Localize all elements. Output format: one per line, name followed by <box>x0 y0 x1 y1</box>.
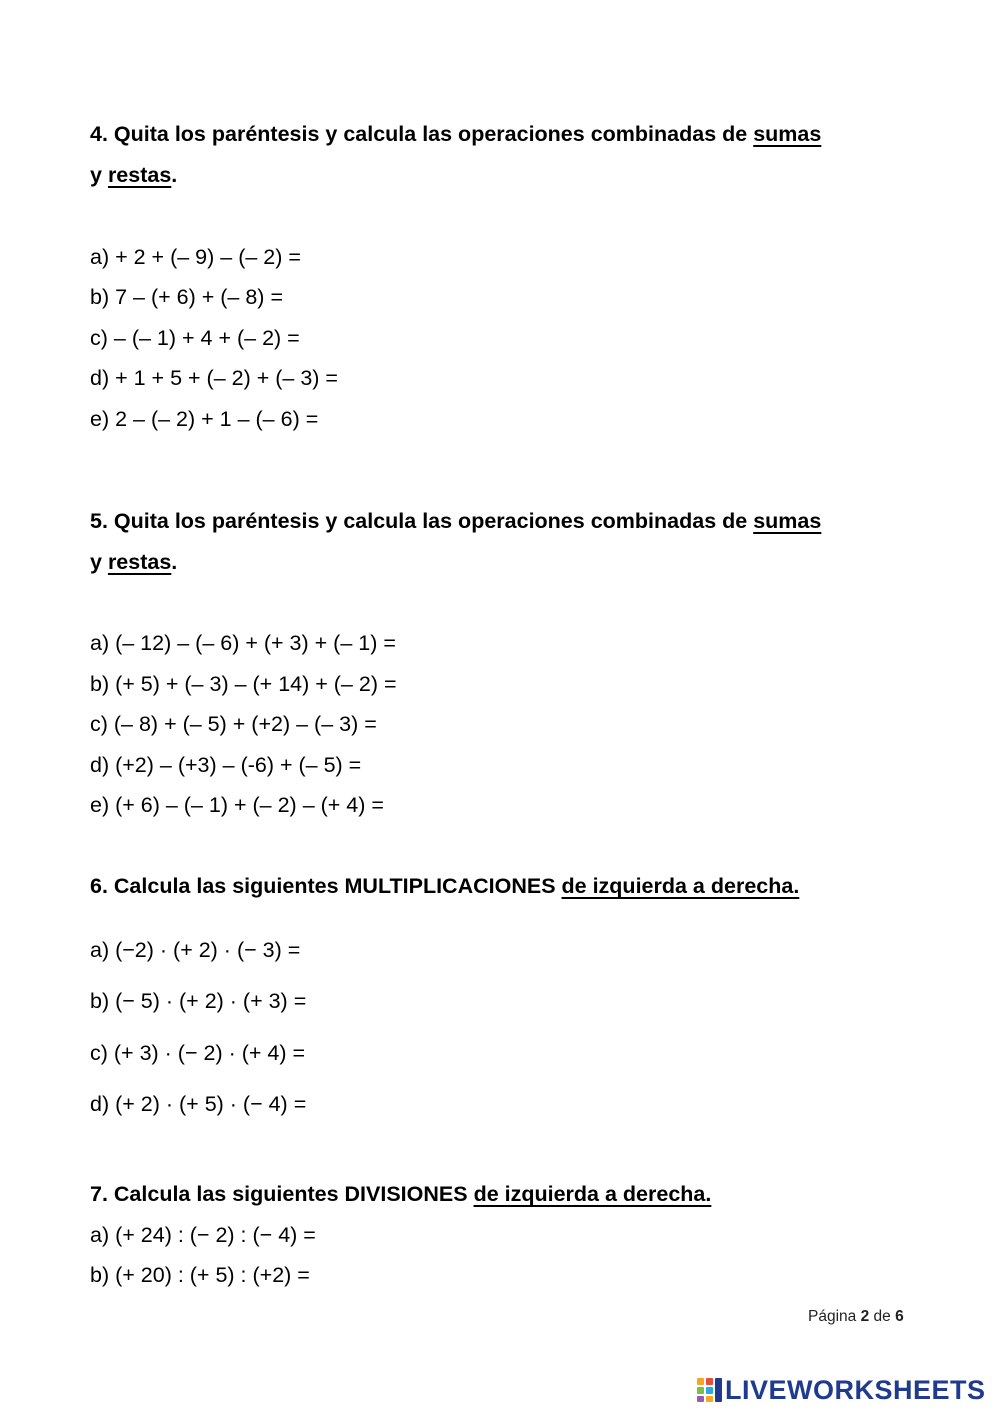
worksheet-logo-icon <box>697 1378 723 1402</box>
liveworksheets-logo <box>697 1374 986 1406</box>
q6-item-a: a) (−2) · (+ 2) · (− 3) = <box>90 938 301 962</box>
brand-name: LIVEWORKSHEETS <box>725 1375 986 1405</box>
q5-item-c: c) (– 8) + (– 5) + (+2) – (– 3) = <box>90 712 377 736</box>
q5-item-d: d) (+2) – (+3) – (-6) + (– 5) = <box>90 753 362 777</box>
q6-item-d: d) (+ 2) · (+ 5) · (− 4) = <box>90 1092 307 1116</box>
q5-dot: . <box>171 550 178 574</box>
q5-y: y <box>90 550 108 574</box>
q4-sumas: sumas <box>753 122 822 146</box>
q4-item-e: e) 2 – (– 2) + 1 – (– 6) = <box>90 407 319 431</box>
q5-item-b: b) (+ 5) + (– 3) – (+ 14) + (– 2) = <box>90 672 397 696</box>
page-of: de <box>873 1308 891 1325</box>
q5-heading-text: 5. Quita los paréntesis y calcula las operaciones combinadas de <box>90 509 754 533</box>
q4-item-b: b) 7 – (+ 6) + (– 8) = <box>90 285 283 309</box>
q7-item-b: b) (+ 20) : (+ 5) : (+2) = <box>90 1263 310 1287</box>
q5-heading <box>90 501 910 583</box>
q5-item-e: e) (+ 6) – (– 1) + (– 2) – (+ 4) = <box>90 793 384 817</box>
q4-item-c: c) – (– 1) + 4 + (– 2) = <box>90 326 300 350</box>
page-number <box>808 1308 904 1326</box>
q6-heading-text: 6. Calcula las siguientes MULTIPLICACIONES <box>90 874 562 898</box>
q4-dot: . <box>171 163 178 187</box>
q4-heading <box>90 114 910 196</box>
q6-heading-underlined: de izquierda a derecha. <box>561 874 800 898</box>
page-word: Página <box>808 1308 857 1325</box>
q6-item-c: c) (+ 3) · (− 2) · (+ 4) = <box>90 1041 306 1065</box>
q7-heading-text: 7. Calcula las siguientes DIVISIONES <box>90 1182 474 1206</box>
q4-restas: restas <box>107 163 172 187</box>
q6-item-b: b) (− 5) · (+ 2) · (+ 3) = <box>90 989 307 1013</box>
q4-item-d: d) + 1 + 5 + (– 2) + (– 3) = <box>90 366 338 390</box>
q4-item-a: a) + 2 + (– 9) – (– 2) = <box>90 245 301 269</box>
q5-item-a: a) (– 12) – (– 6) + (+ 3) + (– 1) = <box>90 631 396 655</box>
q5-sumas: sumas <box>753 509 822 533</box>
page-current: 2 <box>860 1308 870 1325</box>
q5-restas: restas <box>107 550 172 574</box>
q7-heading <box>90 1174 910 1215</box>
q6-heading <box>90 866 910 907</box>
q7-heading-underlined: de izquierda a derecha. <box>473 1182 712 1206</box>
q7-item-a: a) (+ 24) : (− 2) : (− 4) = <box>90 1223 316 1247</box>
q4-heading-text: 4. Quita los paréntesis y calcula las operaciones combinadas de <box>90 122 754 146</box>
q4-y: y <box>90 163 108 187</box>
page-total: 6 <box>895 1308 904 1325</box>
